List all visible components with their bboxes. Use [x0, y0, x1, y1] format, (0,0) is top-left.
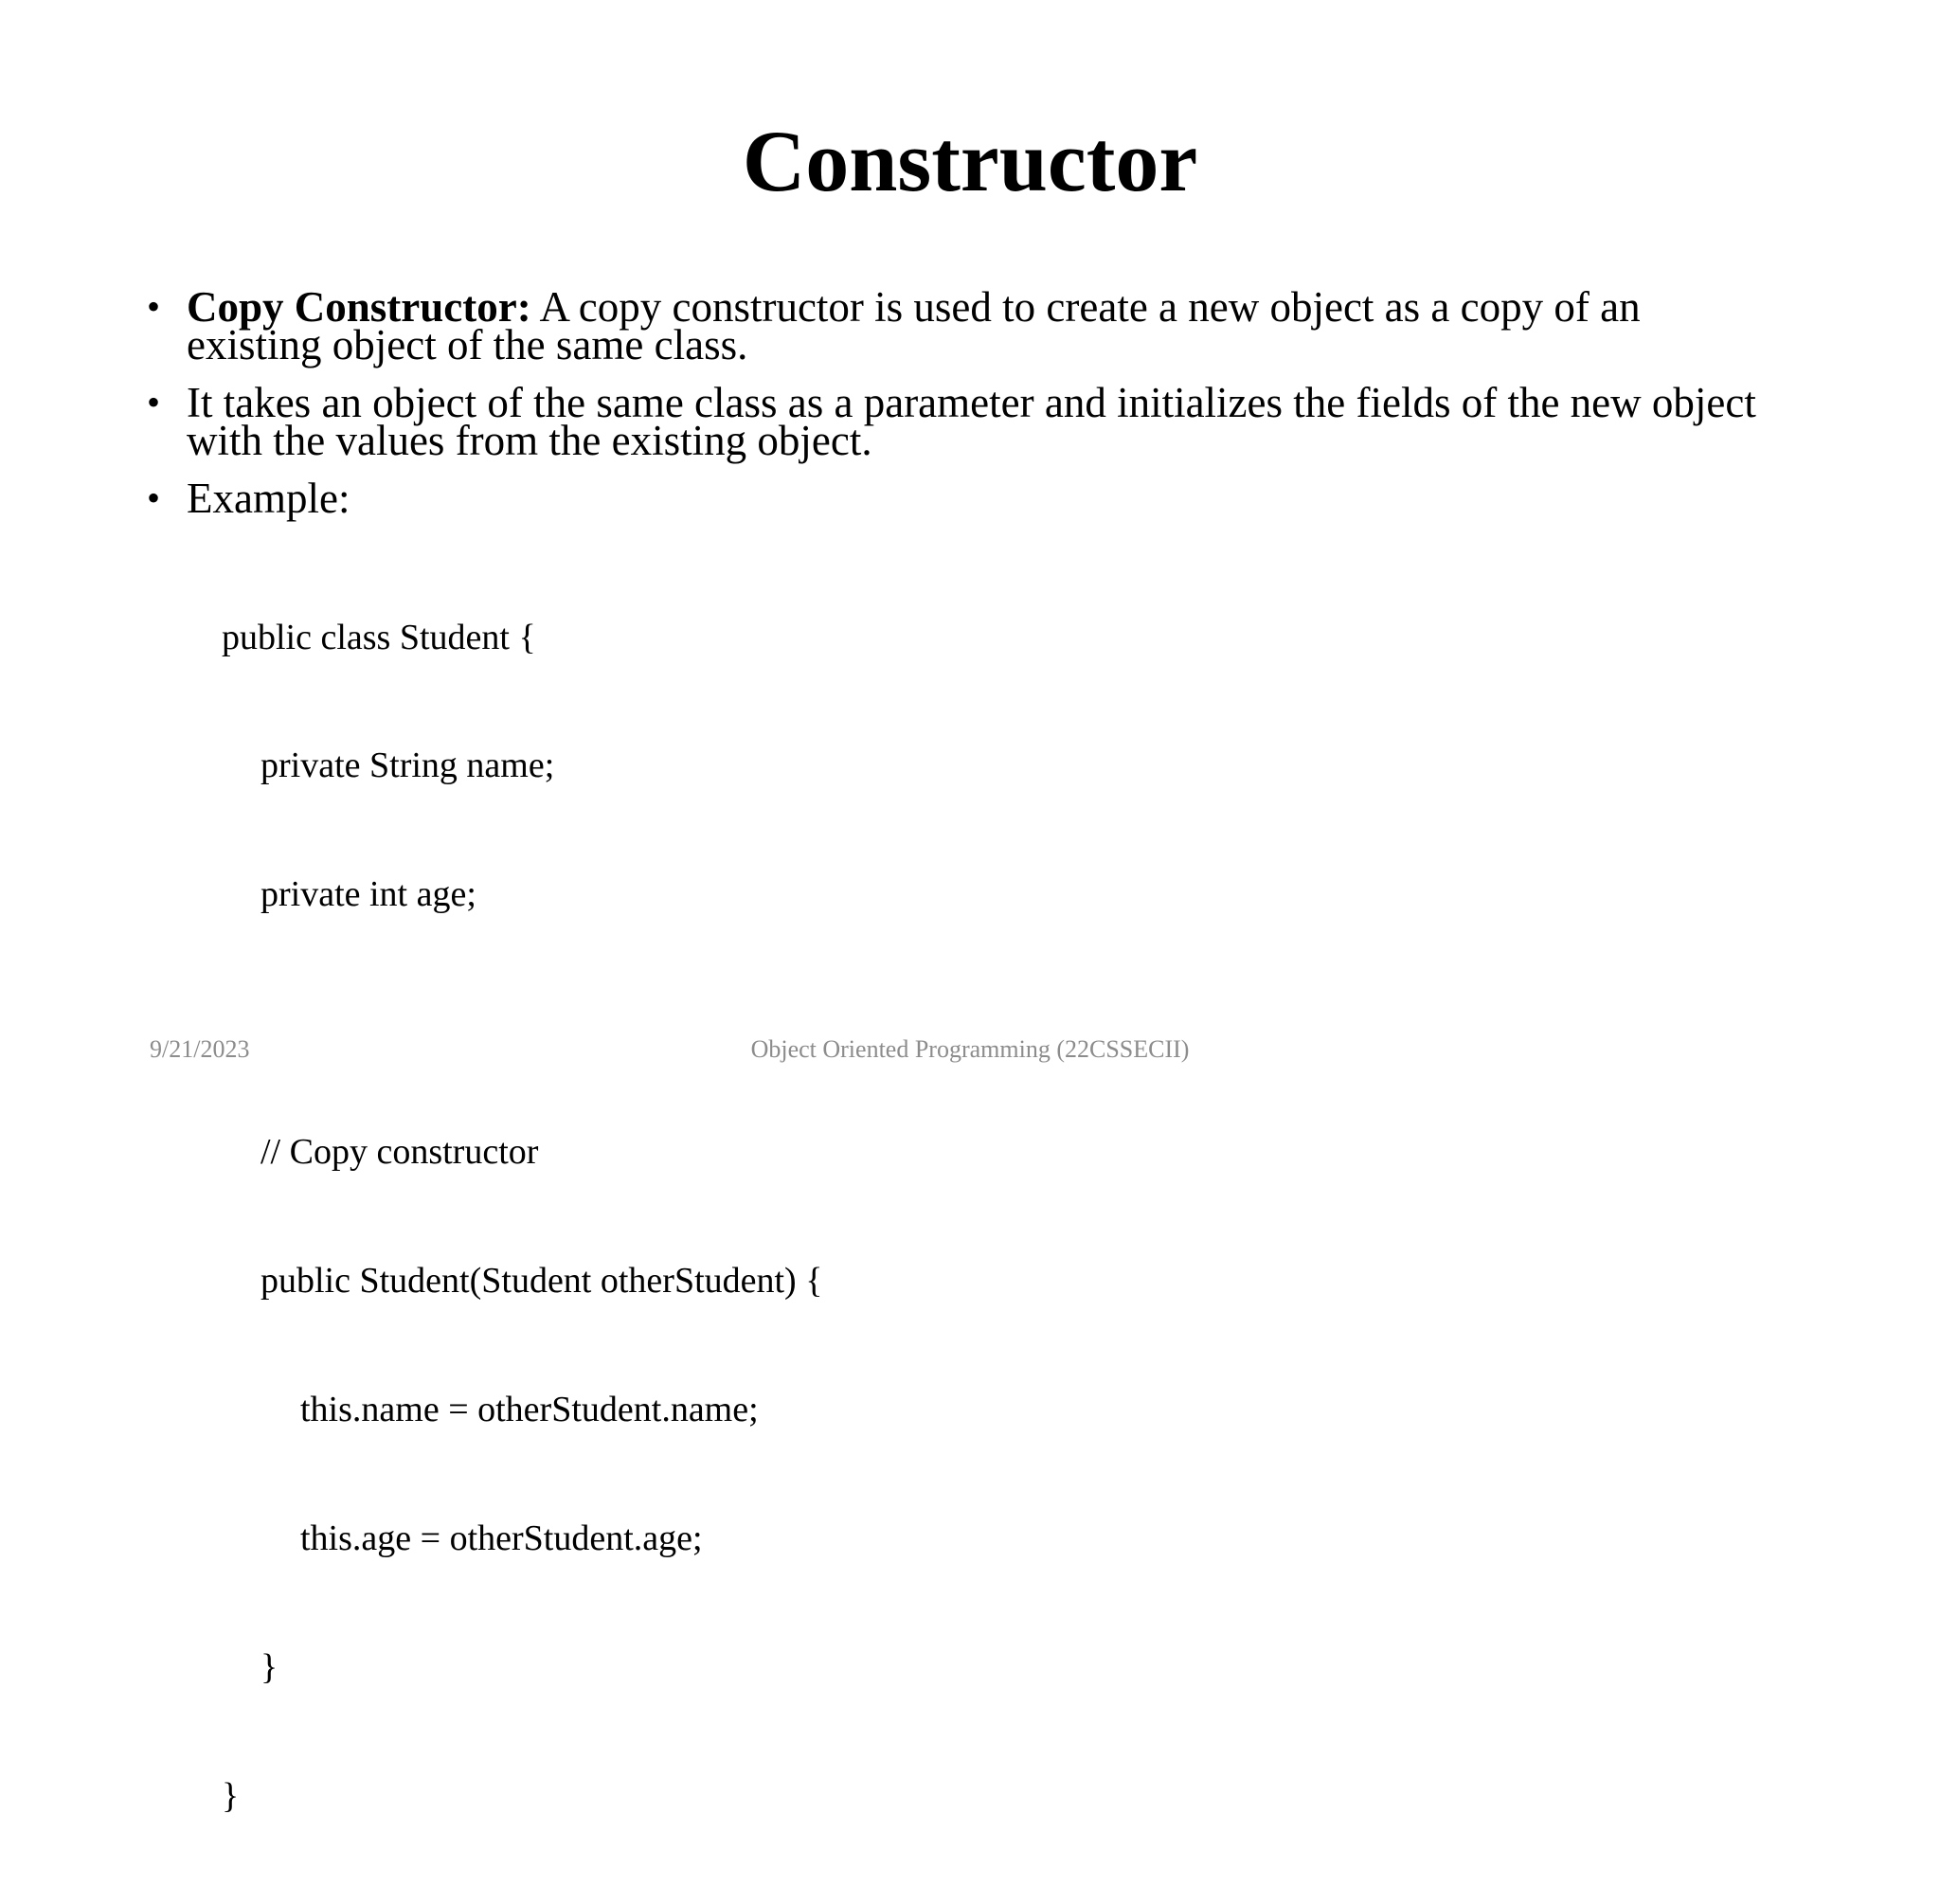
- code-comment-line: // Copy constructor: [260, 1132, 539, 1173]
- footer-date: 9/21/2023: [150, 1035, 250, 1063]
- bullet-list: [147, 283, 1757, 537]
- bullet-text: A copy constructor is used to create a new object as a copy of an existing object of the same class.: [187, 283, 1641, 368]
- bullet-bold-term: Copy Constructor:: [187, 283, 531, 331]
- bullet-text: It takes an object of the same class as a parameter and initializes the fields of the new object with the values from the existing object.: [187, 379, 1756, 464]
- code-line: }: [260, 1646, 278, 1687]
- code-line: public Student(Student otherStudent) {: [260, 1261, 823, 1302]
- footer-course-title: Object Oriented Programming (22CSSECII): [750, 1035, 1190, 1063]
- bullet-item: [147, 475, 1757, 522]
- code-line: private int age;: [260, 874, 476, 915]
- bullet-dot-icon: •: [147, 285, 161, 328]
- bullet-item: [147, 283, 1757, 368]
- code-line: }: [222, 1775, 240, 1816]
- slide-title: Constructor: [742, 113, 1198, 209]
- code-example: [222, 530, 822, 1904]
- code-line: private String name;: [260, 745, 555, 786]
- bullet-dot-icon: •: [147, 476, 161, 519]
- code-line: this.name = otherStudent.name;: [300, 1389, 759, 1429]
- bullet-dot-icon: •: [147, 381, 161, 423]
- bullet-text: Example:: [187, 475, 350, 522]
- code-line: public class Student {: [222, 617, 536, 657]
- code-line: this.age = otherStudent.age;: [300, 1518, 703, 1558]
- bullet-item: [147, 379, 1757, 464]
